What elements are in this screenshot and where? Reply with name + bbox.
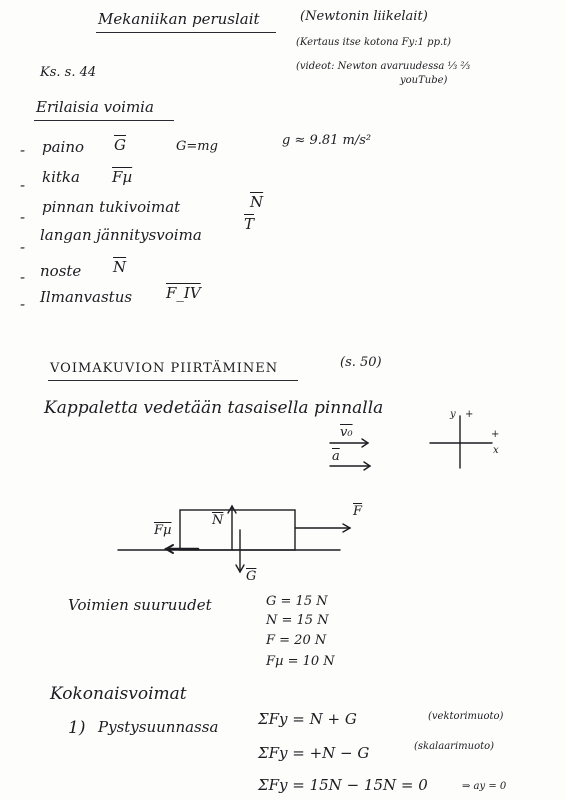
force-F-label: $\overline{F}$: [353, 504, 363, 519]
block: [180, 510, 295, 550]
weight-formula: G=mg: [176, 139, 218, 154]
magnitude-N: N = 15 N: [266, 613, 329, 628]
force-name-normal: pinnan tukivoimat: [42, 198, 181, 216]
note-youtube: youTube): [400, 75, 448, 86]
bullet: -: [20, 141, 26, 159]
force-N-label: $\overline{N}$: [212, 513, 224, 528]
equation-scalar-note: (skalaarimuoto): [414, 741, 495, 752]
force-symbol-tension: $\overline{T}$: [244, 215, 255, 233]
diagram-page-ref: (s. 50): [340, 355, 382, 370]
force-symbol-buoyancy: $\overline{N}$: [113, 258, 127, 276]
page-reference: Ks. s. 44: [40, 65, 97, 80]
note-videos: (videot: Newton avaruudessa ⅓ ⅔: [296, 61, 471, 72]
equation-scalar: ΣFy = +N − G: [258, 744, 370, 762]
force-name-weight: paino: [42, 138, 85, 156]
magnitudes-label: Voimien suuruudet: [68, 596, 212, 614]
friction-label: Fµ: [154, 523, 172, 538]
magnitude-G: G = 15 N: [266, 594, 328, 609]
page-title: Mekaniikan peruslait: [98, 10, 260, 28]
diagram-subtitle: Kappaletta vedetään tasaisella pinnalla: [44, 398, 384, 418]
bullet: -: [20, 238, 26, 256]
forces-heading: Erilaisia voimia: [36, 98, 154, 116]
axis-x-plus: +: [491, 429, 500, 440]
axis-y-plus: +: [465, 409, 474, 420]
force-symbol-air-resistance: F_IV: [166, 284, 201, 302]
bullet: -: [20, 268, 26, 286]
force-name-tension: langan jännitysvoima: [40, 226, 202, 244]
axis-y-label: y: [450, 409, 456, 420]
bullet: -: [20, 295, 26, 313]
force-G-label: $\overline{G}$: [246, 569, 257, 584]
equation-vector: ΣFy = N + G: [258, 710, 357, 728]
equation-vector-note: (vektorimuoto): [428, 711, 504, 722]
acceleration-label: $\overline{a}$: [332, 449, 340, 464]
velocity-label: v₀: [340, 425, 353, 440]
force-name-buoyancy: noste: [40, 262, 82, 280]
bullet: -: [20, 176, 26, 194]
force-name-air-resistance: Ilmanvastus: [40, 288, 133, 306]
force-symbol-weight: $\overline{G}$: [114, 136, 126, 154]
gravity-value: g ≈ 9.81 m/s²: [282, 133, 372, 148]
diagram-heading: VOIMAKUVION PIIRTÄMINEN: [50, 361, 279, 376]
equation-acceleration: ⇒ ay = 0: [462, 781, 507, 792]
force-name-friction: kitka: [42, 168, 80, 186]
magnitude-F: F = 20 N: [266, 633, 327, 648]
note-review: (Kertaus itse kotona Fy:1 pp.t): [296, 37, 452, 48]
force-symbol-friction: Fµ: [112, 168, 133, 186]
axis-x-label: x: [493, 445, 499, 456]
force-symbol-normal: $\overline{N}$: [250, 193, 264, 211]
magnitude-Fmu: Fµ = 10 N: [266, 654, 335, 669]
equation-result: ΣFy = 15N − 15N = 0: [258, 776, 428, 794]
bullet: -: [20, 208, 26, 226]
totals-heading: Kokonaisvoimat: [50, 684, 187, 704]
totals-item-number: 1): [68, 718, 86, 738]
title-paren: (Newtonin liikelait): [300, 9, 428, 24]
totals-direction: Pystysuunnassa: [98, 718, 219, 736]
